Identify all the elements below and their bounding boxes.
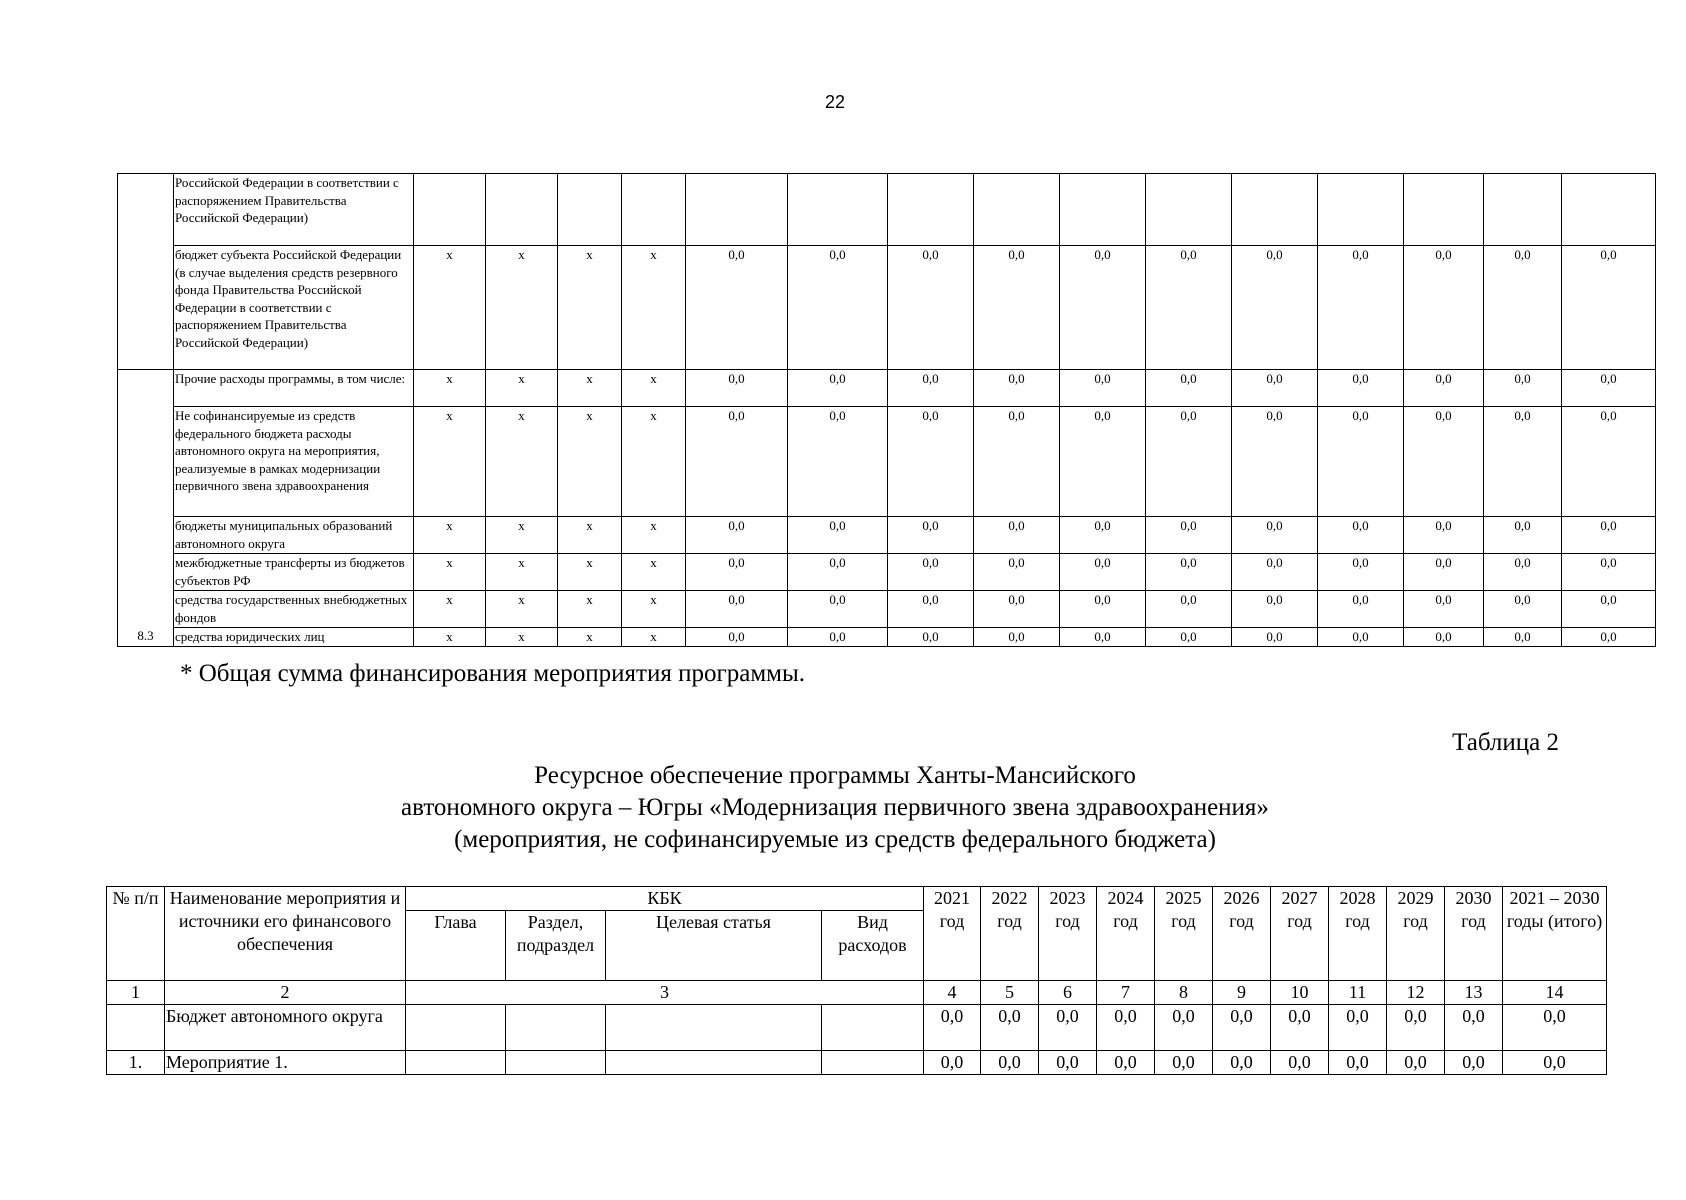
header-kbk-celevaya: Целевая статья	[606, 911, 822, 981]
kbk-cell: х	[486, 517, 558, 554]
value-cell	[1318, 174, 1404, 246]
kbk-cell	[506, 1005, 606, 1051]
row-name: бюджет субъекта Российской Федерации (в случае выделения средств резервного фонда Правительства Российской Федерации в соответствии с распоряжением Правительства Российской Федерации)	[174, 246, 414, 370]
value-cell: 0,0	[888, 554, 974, 591]
header-name: Наименование мероприятия и источники его финансового обеспечения	[165, 887, 406, 981]
row-number	[118, 174, 174, 370]
value-cell	[1060, 174, 1146, 246]
col-number: 2	[165, 981, 406, 1005]
value-cell: 0,0	[1562, 246, 1656, 370]
value-cell	[1562, 174, 1656, 246]
kbk-cell	[822, 1051, 924, 1075]
kbk-cell: х	[486, 246, 558, 370]
row-name: Не софинансируемые из средств федерального бюджета расходы автономного округа на мероприятия, реализуемые в рамках модернизации первичного звена здравоохранения	[174, 407, 414, 517]
kbk-cell: х	[486, 554, 558, 591]
value-cell: 0,0	[974, 591, 1060, 628]
value-cell: 0,0	[1155, 1005, 1213, 1051]
value-cell: 0,0	[686, 628, 788, 647]
value-cell: 0,0	[1213, 1051, 1271, 1075]
col-number: 3	[406, 981, 924, 1005]
value-cell: 0,0	[788, 246, 888, 370]
value-cell: 0,0	[1318, 554, 1404, 591]
kbk-cell: х	[486, 407, 558, 517]
header-year-2029: 2029 год	[1387, 887, 1445, 981]
value-cell	[788, 174, 888, 246]
table-row	[118, 246, 1656, 370]
row-number: 8.3	[118, 370, 174, 647]
header-year-2026: 2026 год	[1213, 887, 1271, 981]
row-name: Прочие расходы программы, в том числе:	[174, 370, 414, 407]
value-cell: 0,0	[888, 370, 974, 407]
kbk-cell: х	[414, 628, 486, 647]
value-cell: 0,0	[1060, 628, 1146, 647]
col-number: 5	[981, 981, 1039, 1005]
value-cell: 0,0	[1146, 407, 1232, 517]
footnote: * Общая сумма финансирования мероприятия программы.	[180, 660, 805, 687]
kbk-cell: х	[622, 554, 686, 591]
header-year-2027: 2027 год	[1271, 887, 1329, 981]
value-cell: 0,0	[1232, 517, 1318, 554]
value-cell: 0,0	[686, 407, 788, 517]
header-year-2023: 2023 год	[1039, 887, 1097, 981]
kbk-cell: х	[558, 591, 622, 628]
value-cell: 0,0	[1484, 407, 1562, 517]
row-name: Российской Федерации в соответствии с распоряжением Правительства Российской Федерации)	[174, 174, 414, 246]
kbk-cell: х	[622, 517, 686, 554]
kbk-cell: х	[558, 370, 622, 407]
kbk-cell: х	[414, 591, 486, 628]
value-cell: 0,0	[1484, 628, 1562, 647]
value-cell: 0,0	[1484, 370, 1562, 407]
value-cell: 0,0	[1097, 1005, 1155, 1051]
value-cell: 0,0	[1318, 370, 1404, 407]
kbk-cell: х	[622, 591, 686, 628]
header-kbk-vid: Вид расходов	[822, 911, 924, 981]
value-cell: 0,0	[1232, 407, 1318, 517]
value-cell	[974, 174, 1060, 246]
value-cell: 0,0	[788, 517, 888, 554]
value-cell: 0,0	[1484, 554, 1562, 591]
value-cell: 0,0	[1318, 407, 1404, 517]
value-cell: 0,0	[1213, 1005, 1271, 1051]
value-cell: 0,0	[1060, 370, 1146, 407]
kbk-cell	[606, 1005, 822, 1051]
value-cell: 0,0	[1404, 246, 1484, 370]
value-cell: 0,0	[1232, 370, 1318, 407]
value-cell	[1484, 174, 1562, 246]
value-cell: 0,0	[1503, 1005, 1607, 1051]
kbk-cell: х	[622, 628, 686, 647]
table-row	[118, 370, 1656, 407]
kbk-cell: х	[558, 628, 622, 647]
table-row	[118, 174, 1656, 246]
value-cell: 0,0	[1060, 407, 1146, 517]
header-total: 2021 – 2030 годы (итого)	[1503, 887, 1607, 981]
row-name: Бюджет автономного округа	[165, 1005, 406, 1051]
value-cell: 0,0	[1484, 591, 1562, 628]
row-number: 1.	[107, 1051, 165, 1075]
value-cell: 0,0	[1404, 591, 1484, 628]
kbk-cell	[606, 1051, 822, 1075]
value-cell: 0,0	[1146, 370, 1232, 407]
col-number: 1	[107, 981, 165, 1005]
value-cell: 0,0	[686, 591, 788, 628]
table-row	[107, 1051, 1607, 1075]
value-cell: 0,0	[1146, 554, 1232, 591]
kbk-cell	[406, 1005, 506, 1051]
kbk-cell	[486, 174, 558, 246]
value-cell: 0,0	[1329, 1051, 1387, 1075]
value-cell	[1404, 174, 1484, 246]
value-cell: 0,0	[1318, 517, 1404, 554]
value-cell: 0,0	[1318, 628, 1404, 647]
value-cell: 0,0	[888, 628, 974, 647]
col-number: 10	[1271, 981, 1329, 1005]
header-year-2022: 2022 год	[981, 887, 1039, 981]
value-cell: 0,0	[1318, 246, 1404, 370]
col-number: 4	[924, 981, 981, 1005]
table-title-line-3: (мероприятия, не софинансируемые из средств федерального бюджета)	[454, 826, 1216, 853]
kbk-cell: х	[414, 246, 486, 370]
header-num: № п/п	[107, 887, 165, 981]
value-cell: 0,0	[788, 591, 888, 628]
value-cell: 0,0	[981, 1005, 1039, 1051]
kbk-cell: х	[414, 517, 486, 554]
value-cell: 0,0	[1484, 517, 1562, 554]
value-cell: 0,0	[1155, 1051, 1213, 1075]
table-row	[107, 1005, 1607, 1051]
value-cell: 0,0	[686, 246, 788, 370]
value-cell: 0,0	[1329, 1005, 1387, 1051]
table-row	[118, 554, 1656, 591]
row-name: межбюджетные трансферты из бюджетов субъектов РФ	[174, 554, 414, 591]
col-number: 9	[1213, 981, 1271, 1005]
value-cell: 0,0	[1039, 1051, 1097, 1075]
row-name: бюджеты муниципальных образований автономного округа	[174, 517, 414, 554]
value-cell: 0,0	[1060, 246, 1146, 370]
value-cell: 0,0	[1318, 591, 1404, 628]
value-cell: 0,0	[1387, 1005, 1445, 1051]
value-cell	[888, 174, 974, 246]
value-cell: 0,0	[888, 407, 974, 517]
table-label: Таблица 2	[1452, 729, 1559, 756]
value-cell: 0,0	[1562, 370, 1656, 407]
table-title	[0, 760, 1670, 856]
value-cell: 0,0	[1271, 1005, 1329, 1051]
header-kbk: КБК	[406, 887, 924, 911]
funding-table-continued	[117, 173, 1656, 647]
row-name: Мероприятие 1.	[165, 1051, 406, 1075]
value-cell: 0,0	[788, 407, 888, 517]
kbk-cell: х	[558, 246, 622, 370]
row-name: средства юридических лиц	[174, 628, 414, 647]
header-year-2025: 2025 год	[1155, 887, 1213, 981]
table-row	[118, 407, 1656, 517]
value-cell	[1232, 174, 1318, 246]
value-cell: 0,0	[1097, 1051, 1155, 1075]
header-kbk-glava: Глава	[406, 911, 506, 981]
kbk-cell: х	[414, 554, 486, 591]
kbk-cell: х	[414, 407, 486, 517]
row-name: средства государственных внебюджетных фондов	[174, 591, 414, 628]
value-cell: 0,0	[888, 517, 974, 554]
value-cell: 0,0	[686, 370, 788, 407]
value-cell: 0,0	[1387, 1051, 1445, 1075]
value-cell: 0,0	[1503, 1051, 1607, 1075]
header-year-2030: 2030 год	[1445, 887, 1503, 981]
kbk-cell	[506, 1051, 606, 1075]
value-cell: 0,0	[981, 1051, 1039, 1075]
kbk-cell	[622, 174, 686, 246]
kbk-cell: х	[558, 554, 622, 591]
value-cell: 0,0	[1146, 517, 1232, 554]
value-cell	[1146, 174, 1232, 246]
value-cell: 0,0	[924, 1051, 981, 1075]
col-number: 14	[1503, 981, 1607, 1005]
value-cell: 0,0	[1562, 628, 1656, 647]
col-number: 13	[1445, 981, 1503, 1005]
value-cell: 0,0	[974, 407, 1060, 517]
col-number: 8	[1155, 981, 1213, 1005]
table-row	[118, 591, 1656, 628]
value-cell: 0,0	[1146, 246, 1232, 370]
value-cell: 0,0	[1562, 407, 1656, 517]
value-cell: 0,0	[1232, 554, 1318, 591]
value-cell: 0,0	[974, 370, 1060, 407]
value-cell: 0,0	[1039, 1005, 1097, 1051]
value-cell: 0,0	[1445, 1005, 1503, 1051]
header-year-2021: 2021 год	[924, 887, 981, 981]
kbk-cell	[406, 1051, 506, 1075]
page-number: 22	[824, 92, 846, 112]
value-cell: 0,0	[974, 628, 1060, 647]
value-cell: 0,0	[1404, 554, 1484, 591]
value-cell: 0,0	[1146, 628, 1232, 647]
header-year-2028: 2028 год	[1329, 887, 1387, 981]
table-title-line-2: автономного округа – Югры «Модернизация первичного звена здравоохранения»	[401, 794, 1269, 821]
value-cell: 0,0	[1146, 591, 1232, 628]
table-title-line-1: Ресурсное обеспечение программы Ханты-Мансийского	[534, 762, 1136, 789]
kbk-cell: х	[558, 407, 622, 517]
value-cell: 0,0	[788, 628, 888, 647]
row-number	[107, 1005, 165, 1051]
kbk-cell: х	[486, 370, 558, 407]
value-cell: 0,0	[1404, 370, 1484, 407]
value-cell	[686, 174, 788, 246]
value-cell: 0,0	[1445, 1051, 1503, 1075]
value-cell: 0,0	[1060, 554, 1146, 591]
value-cell: 0,0	[1404, 517, 1484, 554]
value-cell: 0,0	[1404, 628, 1484, 647]
value-cell: 0,0	[1232, 591, 1318, 628]
kbk-cell: х	[558, 517, 622, 554]
value-cell: 0,0	[788, 370, 888, 407]
col-number: 6	[1039, 981, 1097, 1005]
header-kbk-razdel: Раздел, подраздел	[506, 911, 606, 981]
value-cell: 0,0	[974, 517, 1060, 554]
value-cell: 0,0	[1060, 517, 1146, 554]
resource-table	[106, 886, 1607, 1075]
header-year-2024: 2024 год	[1097, 887, 1155, 981]
value-cell: 0,0	[924, 1005, 981, 1051]
value-cell: 0,0	[1562, 517, 1656, 554]
value-cell: 0,0	[974, 246, 1060, 370]
value-cell: 0,0	[1484, 246, 1562, 370]
value-cell: 0,0	[1232, 246, 1318, 370]
value-cell: 0,0	[974, 554, 1060, 591]
col-number: 7	[1097, 981, 1155, 1005]
value-cell: 0,0	[686, 554, 788, 591]
table-row	[118, 517, 1656, 554]
value-cell: 0,0	[888, 591, 974, 628]
kbk-cell	[414, 174, 486, 246]
kbk-cell: х	[414, 370, 486, 407]
value-cell: 0,0	[1562, 554, 1656, 591]
value-cell: 0,0	[1060, 591, 1146, 628]
kbk-cell	[822, 1005, 924, 1051]
value-cell: 0,0	[1271, 1051, 1329, 1075]
col-number: 12	[1387, 981, 1445, 1005]
value-cell: 0,0	[1562, 591, 1656, 628]
value-cell: 0,0	[1404, 407, 1484, 517]
kbk-cell: х	[486, 628, 558, 647]
kbk-cell: х	[622, 370, 686, 407]
value-cell: 0,0	[788, 554, 888, 591]
col-number: 11	[1329, 981, 1387, 1005]
kbk-cell	[558, 174, 622, 246]
value-cell: 0,0	[1232, 628, 1318, 647]
value-cell: 0,0	[888, 246, 974, 370]
kbk-cell: х	[622, 407, 686, 517]
kbk-cell: х	[622, 246, 686, 370]
table-row	[118, 628, 1656, 647]
kbk-cell: х	[486, 591, 558, 628]
value-cell: 0,0	[686, 517, 788, 554]
